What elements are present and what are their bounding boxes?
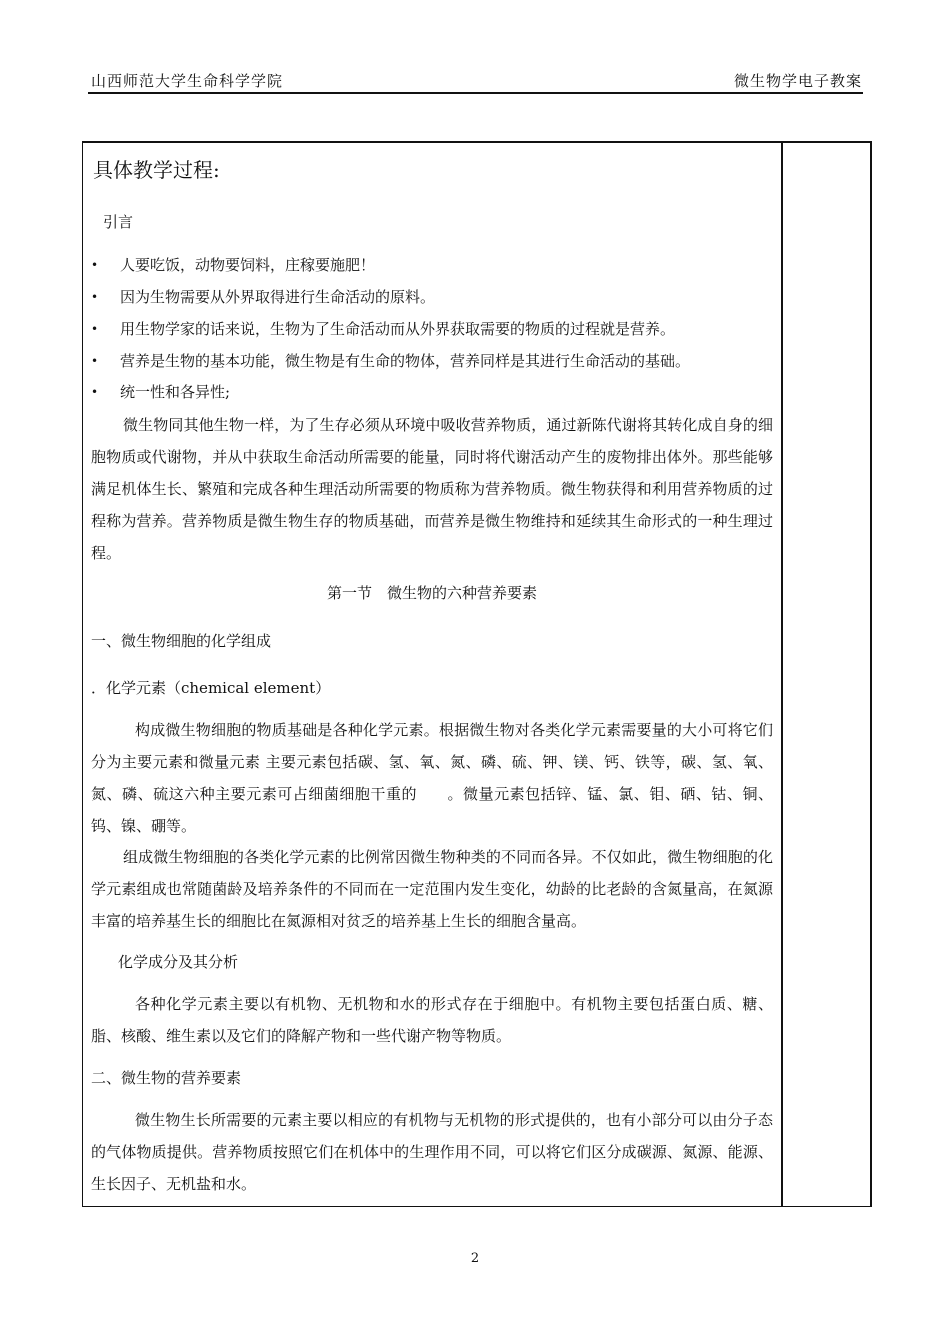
- bullet-marker: •: [91, 258, 99, 272]
- paragraph-nutrition-factors: 微生物生长所需要的元素主要以相应的有机物与无机物的形式提供的，也有小部分可以由分子态的气体物质提供。营养物质按照它们在机体中的生理作用不同，可以将它们区分成碳源、氮源、能源、生长因子、无机盐和水。: [91, 1111, 773, 1193]
- page-title: 具体教学过程:: [93, 158, 220, 182]
- bullet-item: 人要吃饭，动物要饲料，庄稼要施肥！: [120, 256, 376, 274]
- heading-nutrition-factors: 二、微生物的营养要素: [91, 1069, 242, 1087]
- subheading-chemical-analysis: 化学成分及其分析: [118, 953, 239, 971]
- bullet-marker: •: [91, 290, 99, 304]
- subheading-chemical-element: ．化学元素（chemical element）: [91, 679, 331, 697]
- paragraph-chemical-forms: 各种化学元素主要以有机物、无机物和水的形式存在于细胞中。有机物主要包括蛋白质、糖、脂、核酸、维生素以及它们的降解产物和一些代谢产物等物质。: [91, 995, 773, 1045]
- header-rule: [88, 92, 863, 94]
- bullet-item: 营养是生物的基本功能，微生物是有生命的物体，营养同样是其进行生命活动的基础。: [120, 352, 691, 370]
- bullet-marker: •: [91, 385, 99, 399]
- heading-chemical-composition: 一、微生物细胞的化学组成: [91, 632, 272, 650]
- bullet-item: 用生物学家的话来说，生物为了生命活动而从外界获取需要的物质的过程就是营养。: [120, 320, 676, 338]
- bullet-marker: •: [91, 354, 99, 368]
- paragraph-nutrition-intro: 微生物同其他生物一样，为了生存必须从环境中吸收营养物质，通过新陈代谢将其转化成自身的细胞物质或代谢物，并从中获取生命活动所需要的能量，同时将代谢活动产生的废物排出体外。那些能够满足机体生长、繁殖和完成各种生理活动所需要的物质称为营养物质。微生物获得和利用营养物质的过程称为营养。营养物质是微生物生存的物质基础，而营养是微生物维持和延续其生命形式的一种生理过程。: [91, 416, 773, 562]
- bullet-item: 统一性和各异性;: [120, 383, 231, 401]
- bullet-marker: •: [91, 322, 99, 336]
- paragraph-chemical-elements: [91, 714, 773, 842]
- page-number: 2: [470, 1251, 480, 1266]
- bullet-item: 因为生物需要从外界取得进行生命活动的原料。: [120, 288, 436, 306]
- paragraph-part: 。微量元素包括锌、锰、氯、钼、硒、钴、铜、钨、镍、硼等。: [91, 785, 773, 835]
- header-course-title: 微生物学电子教案: [733, 72, 862, 90]
- section-title: 第一节 微生物的六种营养要素: [326, 584, 537, 602]
- header-institution: 山西师范大学生命科学学院: [91, 72, 284, 90]
- notes-column-divider: [781, 141, 783, 1207]
- paragraph-part: 构成微生物细胞的物质基础是各种化学元素。根据微生物对各类化学元素需要量的大小可将它们分为主要元素和微量元素 主要元素包括碳、氢、氧、氮、磷、硫、钾、镁、钙、铁等，碳、氢、氧、氮、磷、硫这六种主要元素可占细菌细胞干重的: [91, 721, 773, 803]
- paragraph-element-ratio: 组成微生物细胞的各类化学元素的比例常因微生物种类的不同而各异。不仅如此，微生物细胞的化学元素组成也常随菌龄及培养条件的不同而在一定范围内发生变化，幼龄的比老龄的含氮量高，在氮源丰富的培养基生长的细胞比在氮源相对贫乏的培养基上生长的细胞含量高。: [91, 848, 773, 930]
- intro-label: 引言: [103, 213, 134, 231]
